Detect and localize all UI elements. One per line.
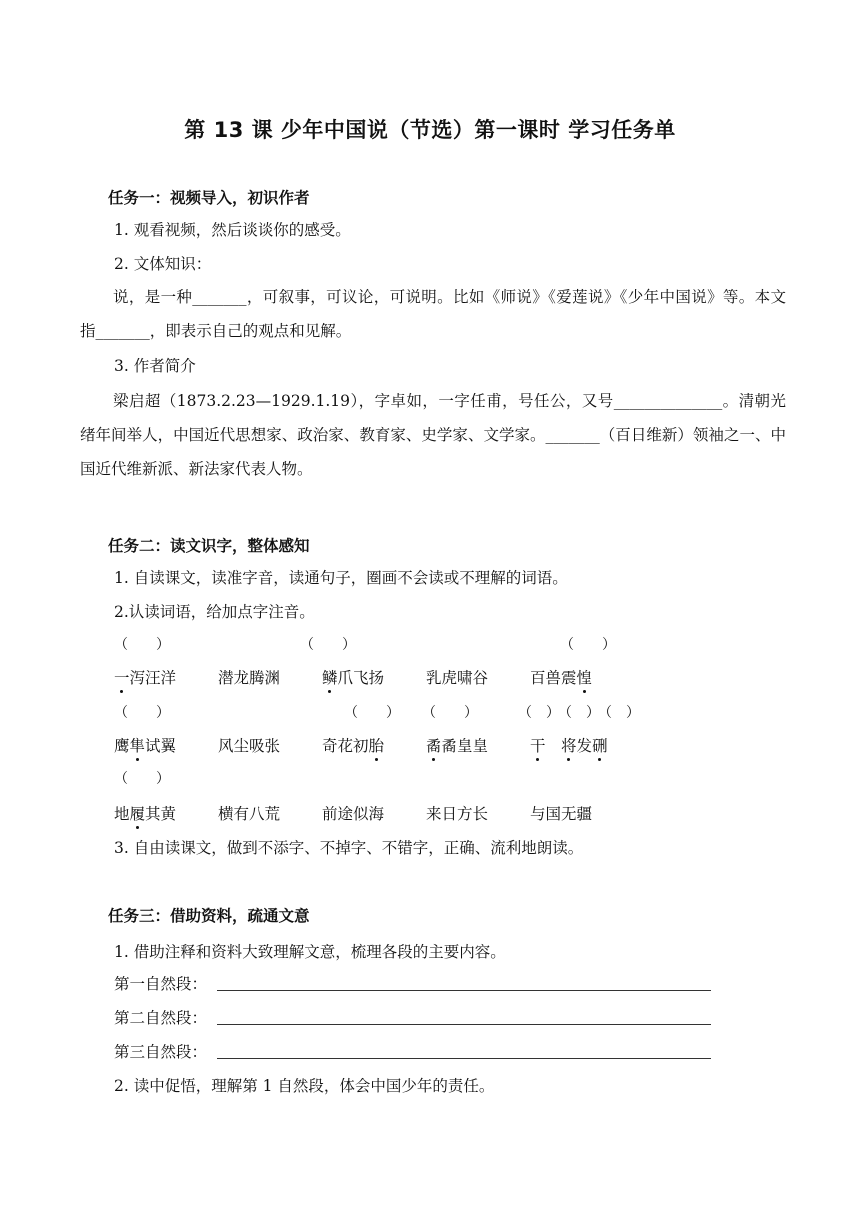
word-item: 横有八荒 — [218, 805, 281, 823]
pinyin-blank: （ ） — [422, 705, 478, 721]
word-item: 地履其黄 — [114, 802, 176, 824]
paragraph3-label: 第三自然段： — [114, 1043, 208, 1061]
paragraph1-answer-line — [217, 990, 711, 991]
task2-item1: 1. 自读课文，读准字音，读通句子，圈画不会读或不理解的词语。 — [114, 569, 568, 587]
task1-genre-paragraph: 说，是一种_______，可叙事，可议论，可说明。比如《师说》《爱莲说》《少年中国说》等。本文指_______，即表示自己的观点和见解。 — [80, 288, 786, 340]
word-item: 潜龙腾渊 — [218, 669, 281, 687]
word-item: 鳞爪飞扬 — [322, 666, 384, 688]
task3-item1: 1. 借助注释和资料大致理解文意，梳理各段的主要内容。 — [114, 943, 506, 961]
word-item: 乳虎啸谷 — [426, 669, 489, 687]
word-item: 前途似海 — [322, 805, 385, 823]
word-item: 百兽震惶 — [530, 666, 592, 688]
pinyin-blank: （ ） — [344, 705, 400, 721]
task1-item3: 3. 作者简介 — [114, 357, 196, 375]
page-title: 第 13 课 少年中国说（节选）第一课时 学习任务单 — [184, 118, 676, 142]
word-item: 一泻汪洋 — [114, 666, 176, 688]
paragraph2-answer-line — [217, 1024, 711, 1025]
pinyin-blank: （ ） — [598, 705, 640, 721]
word-item: 鹰隼试翼 — [114, 734, 176, 756]
task3-item2: 2. 读中促悟，理解第 1 自然段，体会中国少年的责任。 — [114, 1077, 495, 1095]
pinyin-blank: （ ） — [518, 705, 560, 721]
task1-item2: 2. 文体知识： — [114, 255, 212, 273]
paragraph2-label: 第二自然段： — [114, 1009, 208, 1027]
pinyin-blank: （ ） — [558, 705, 600, 721]
task2-item3: 3. 自由读课文，做到不添字、不掉字、不错字，正确、流利地朗读。 — [114, 839, 584, 857]
word-item: 干 将发硎 — [530, 734, 608, 756]
task1-heading: 任务一：视频导入，初识作者 — [108, 189, 310, 207]
task1-author-paragraph: 梁启超（1873.2.23—1929.1.19），字卓如，一字任甫，号任公，又号______________。清朝光绪年间举人，中国近代思想家、政治家、教育家、史学家、文学家。_______（百日维新）领袖之一、中国近代维新派、新法家代表人物。 — [80, 392, 786, 478]
paragraph3-answer-line — [217, 1058, 711, 1059]
pinyin-blank: （ ） — [114, 705, 170, 721]
task2-heading: 任务二：读文识字，整体感知 — [108, 537, 310, 555]
pinyin-blank: （ ） — [300, 637, 356, 653]
word-item: 奇花初胎 — [322, 734, 384, 756]
task3-heading: 任务三：借助资料，疏通文意 — [108, 907, 310, 925]
paragraph1-label: 第一自然段： — [114, 975, 208, 993]
task1-item1: 1. 观看视频，然后谈谈你的感受。 — [114, 221, 351, 239]
word-item: 与国无疆 — [530, 805, 593, 823]
pinyin-blank: （ ） — [560, 637, 616, 653]
task2-item2: 2.认读词语，给加点字注音。 — [114, 603, 315, 621]
word-item: 来日方长 — [426, 805, 489, 823]
word-item: 风尘吸张 — [218, 737, 281, 755]
pinyin-blank: （ ） — [114, 771, 170, 787]
pinyin-blank: （ ） — [114, 637, 170, 653]
word-item: 矞矞皇皇 — [426, 734, 488, 756]
